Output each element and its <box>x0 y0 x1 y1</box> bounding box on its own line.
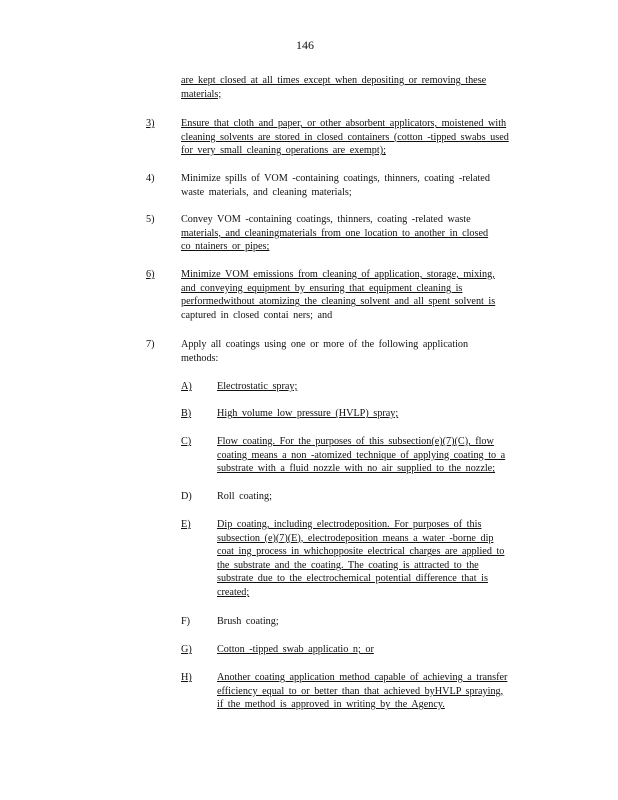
subitem-line: High volume low pressure (HVLP) spray; <box>217 408 399 419</box>
subitem-line: the substrate and the coating. The coating is attracted to the <box>217 559 479 571</box>
item-7-paragraph <box>181 338 468 365</box>
subitem-line: subsection (e)(7)(E), electrodeposition means a water -borne dip <box>217 532 494 544</box>
subitem-number: D) <box>181 491 192 502</box>
item-number: 6) <box>146 269 155 280</box>
page-number: 146 <box>296 38 314 52</box>
subitem-e-paragraph <box>217 518 504 600</box>
subitem-line: created; <box>217 586 250 598</box>
item-line: Apply all coatings using one or more of the following application <box>181 339 469 350</box>
item-line: performedwithout atomizing the cleaning solvent and all spent solvent is <box>181 296 496 308</box>
subitem-number: H) <box>181 672 192 683</box>
intro-paragraph <box>181 74 486 101</box>
subitem-line: Flow coating. For the purposes of this subsection(e)(7)(C), flow <box>217 436 494 447</box>
item-line: for very small cleaning operations are exempt); <box>181 145 386 157</box>
subitem-h-paragraph <box>217 671 507 712</box>
subitem-a-paragraph <box>217 380 297 394</box>
item-6-paragraph <box>181 268 495 322</box>
item-line: Minimize VOM emissions from cleaning of application, storage, mixing, <box>181 269 495 280</box>
subitem-number: A) <box>181 381 192 392</box>
subitem-number: F) <box>181 616 191 627</box>
item-5-paragraph <box>181 213 488 254</box>
item-number: 7) <box>146 339 155 350</box>
subitem-number: C) <box>181 436 192 447</box>
subitem-line: Electrostatic spray; <box>217 381 298 392</box>
subitem-number: G) <box>181 644 192 655</box>
item-line: methods: <box>181 352 219 364</box>
subitem-line: coating means a non -atomized technique of applying coating to a <box>217 449 506 461</box>
subitem-line: Another coating application method capable of achieving a transfer <box>217 672 508 683</box>
subitem-c-paragraph <box>217 435 505 476</box>
item-4-paragraph <box>181 172 490 199</box>
subitem-line: Roll coating; <box>217 491 272 502</box>
item-line: materials, and cleaningmaterials from one location to another in closed <box>181 227 489 239</box>
subitem-f-paragraph <box>217 615 279 629</box>
item-line: co ntainers or pipes; <box>181 241 270 253</box>
item-line: waste materials, and cleaning materials; <box>181 186 352 198</box>
intro-line: materials; <box>181 88 222 100</box>
subitem-number: B) <box>181 408 192 419</box>
item-number: 4) <box>146 173 155 184</box>
subitem-line: substrate due to the electrochemical potential difference that is <box>217 573 488 585</box>
subitem-line: coat ing process in whichopposite electrical charges are applied to <box>217 546 505 558</box>
item-3-paragraph <box>181 117 509 158</box>
item-line: captured in closed contai ners; and <box>181 309 333 321</box>
item-line: Minimize spills of VOM -containing coatings, thinners, coating -related <box>181 173 490 184</box>
subitem-number: E) <box>181 519 191 530</box>
subitem-g-paragraph <box>217 643 374 657</box>
intro-line: are kept closed at all times except when depositing or removing these <box>181 75 487 86</box>
subitem-b-paragraph <box>217 407 398 421</box>
subitem-d-paragraph <box>217 490 272 504</box>
item-line: and conveying equipment by ensuring that equipment cleaning is <box>181 282 463 294</box>
subitem-line: substrate with a fluid nozzle with no air supplied to the nozzle; <box>217 463 496 475</box>
item-line: cleaning solvents are stored in closed containers (cotton -tipped swabs used <box>181 131 509 143</box>
subitem-line: Brush coating; <box>217 616 279 627</box>
subitem-line: Dip coating, including electrodeposition. For purposes of this <box>217 519 482 530</box>
item-line: Ensure that cloth and paper, or other absorbent applicators, moistened with <box>181 118 507 129</box>
subitem-line: Cotton -tipped swab applicatio n; or <box>217 644 374 655</box>
item-line: Convey VOM -containing coatings, thinners, coating -related waste <box>181 214 471 225</box>
item-number: 5) <box>146 214 155 225</box>
item-number: 3) <box>146 118 155 129</box>
subitem-line: if the method is approved in writing by the Agency. <box>217 699 445 711</box>
subitem-line: efficiency equal to or better than that achieved byHVLP spraying, <box>217 685 504 697</box>
